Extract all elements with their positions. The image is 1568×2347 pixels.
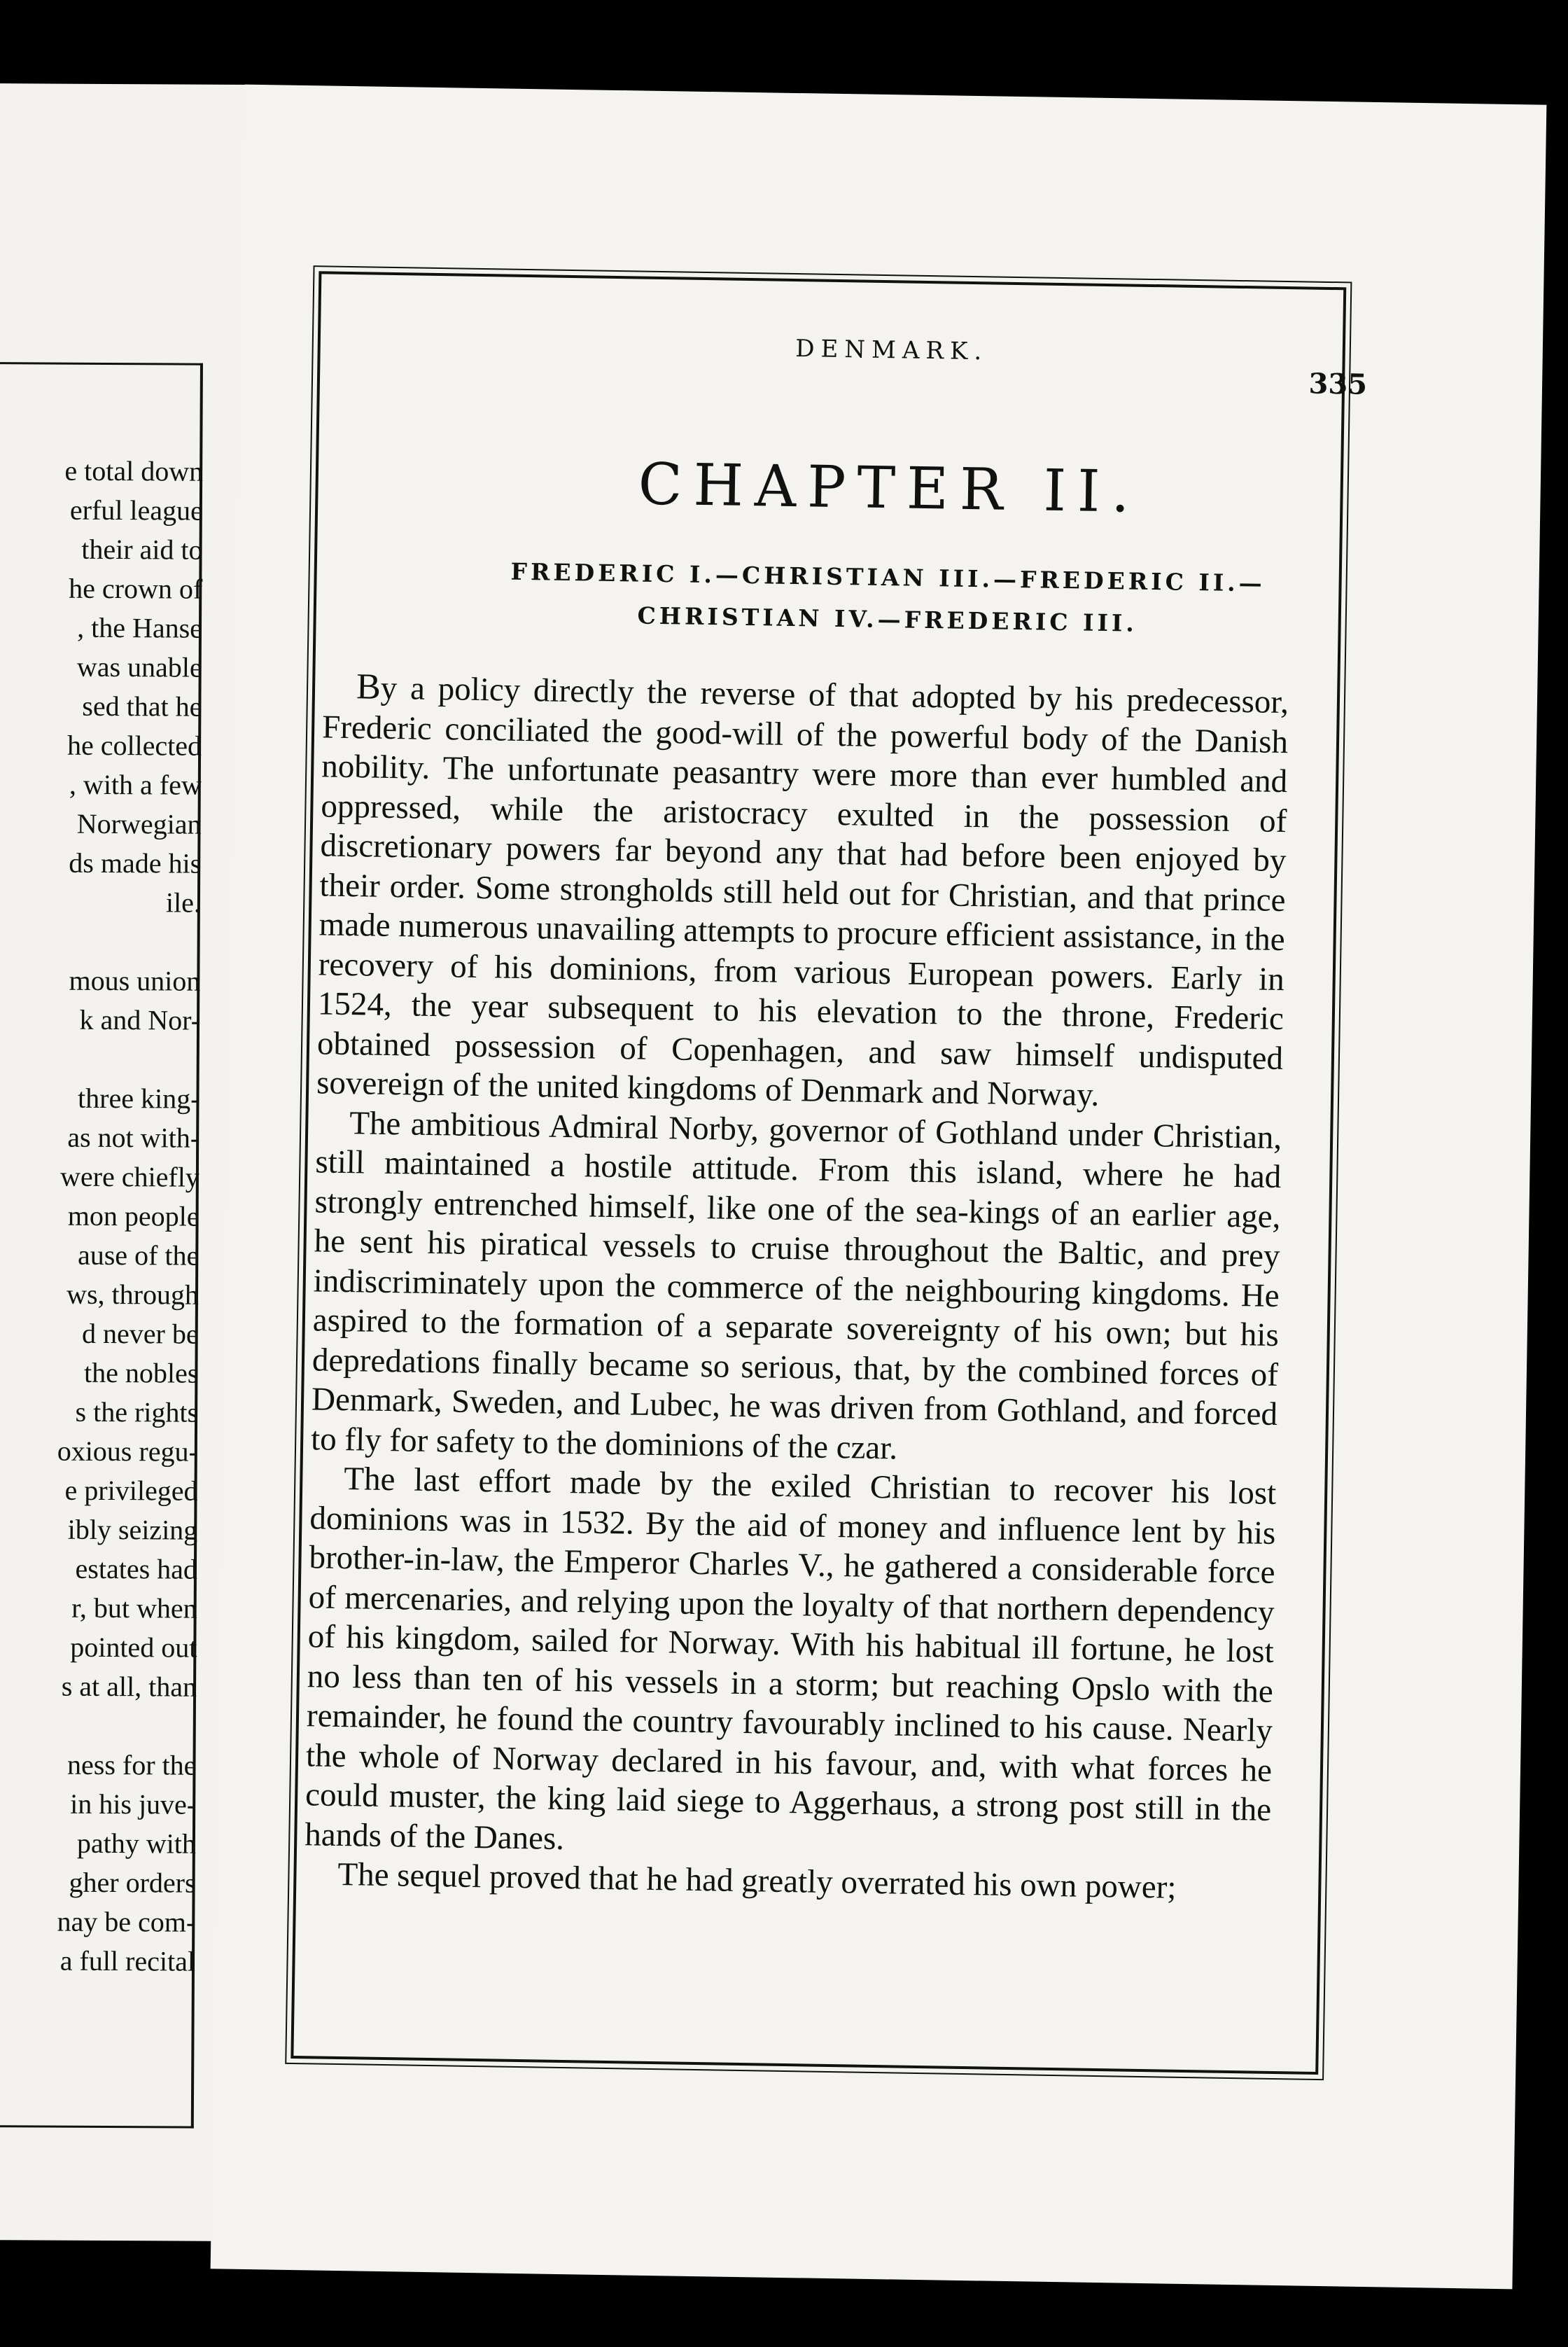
facing-page-line: three king-	[77, 1082, 200, 1115]
facing-page-line	[0, 921, 201, 962]
facing-page-line: in his juve-	[70, 1788, 197, 1820]
facing-page-line: a full recital	[59, 1944, 196, 1977]
facing-page-line: s at all, than	[61, 1670, 197, 1703]
facing-page-line: sed that he	[82, 690, 202, 723]
running-head: DENMARK.	[794, 334, 988, 366]
facing-page-line: , with a few	[69, 768, 202, 801]
facing-page-line: r, but when	[71, 1592, 197, 1624]
facing-page-line: nay be com-	[57, 1905, 196, 1938]
facing-page-line: e total down	[64, 454, 204, 487]
facing-page-line: , the Hanse	[77, 611, 203, 644]
chapter-title: CHAPTER II.	[638, 451, 1142, 526]
facing-page-line: was unable	[76, 650, 202, 683]
page-number: 335	[1308, 367, 1368, 401]
paragraph: The ambitious Admiral Norby, governor of Gothland under Christian, still maintained a hostile attitude. From this island, where he had strongly entrenched himself, like one of the sea-kings of an earlier age, he sent his piratical vessels to cruise throughout the Baltic, and prey indiscriminately upon the commerce of the neighbouring kingdoms. He aspired to the formation of a separate sovereignty of his own; but his depredations finally became so serious, that, by the combined forces of Denmark, Sweden, and Lubec, he was driven from Gothland, and forced to fly for safety to the dominions of the czar.	[310, 1104, 1282, 1466]
facing-page-line: estates had	[75, 1552, 198, 1585]
facing-page-line: ness for the	[66, 1748, 197, 1781]
facing-page-line: e privileged	[64, 1474, 198, 1507]
facing-page-line: the nobles	[83, 1356, 199, 1389]
page-335	[211, 85, 1547, 2290]
facing-page-line: gher orders	[69, 1866, 196, 1899]
facing-page-line: s the rights	[75, 1395, 199, 1428]
facing-page-line: oxious regu-	[57, 1435, 198, 1468]
paragraph: The sequel proved that he had greatly overrated his own power;	[337, 1855, 1177, 1906]
facing-page	[0, 83, 247, 2241]
facing-page-line: pathy with	[76, 1827, 197, 1860]
facing-page-line: ause of the	[77, 1239, 200, 1272]
facing-page-line: erful league	[69, 494, 203, 527]
facing-page-line: ibly seizing	[67, 1513, 198, 1546]
paragraph: The last effort made by the exiled Christian to recover his lost dominions was in 1532. By the aid of money and influence lent by his brother-in-law, the Emperor Charles V., he gathered a considerable force of mercenaries, and relying upon the loyalty of that northern dependency of his kingdom, sailed for Norway. With his habitual ill fortune, he lost no less than ten of his vessels in a storm; but reaching Opslo with the remainder, he found the country favourably inclined to his cause. Nearly the whole of Norway declared in his favour, and, with what forces he could muster, the king laid siege to Aggerhaus, a strong post still in the hands of the Danes.	[304, 1461, 1277, 1857]
facing-page-line: ws, through	[66, 1278, 200, 1311]
facing-page-line: ile.	[165, 886, 202, 919]
chapter-subtitle	[362, 548, 1413, 649]
facing-page-line: pointed out	[70, 1631, 197, 1664]
facing-page-line	[0, 1706, 197, 1746]
body-text	[304, 667, 1289, 1909]
facing-page-line: ds made his	[69, 847, 202, 879]
facing-page-line: he collected	[66, 729, 202, 762]
facing-page-line: k and Nor-	[79, 1003, 201, 1036]
facing-page-line: as not with-	[67, 1121, 200, 1154]
facing-page-line: mous union	[69, 964, 201, 997]
facing-page-line	[0, 1039, 200, 1080]
facing-page-line: mon people	[67, 1199, 200, 1232]
facing-page-text	[0, 451, 203, 1982]
facing-page-line: were chiefly	[59, 1160, 200, 1193]
facing-page-line: he crown of	[69, 572, 203, 605]
facing-page-line: d never be	[82, 1317, 199, 1350]
facing-page-line: their aid to	[81, 533, 203, 566]
facing-page-line: Norwegian	[76, 807, 202, 840]
chapter-subtitle-line-2: CHRISTIAN IV.—FREDERIC III.	[637, 601, 1138, 637]
paragraph: By a policy directly the reverse of that adopted by his predecessor, Frederic conciliated the good-will of the powerful body of the Danish nobility. The unfortunate peasantry were more than ever humbled and oppressed, while the aristocracy exulted in the possession of discretionary powers far beyond any that had before been enjoyed by their order. Some strongholds still held out for Christian, and that prince made numerous unavailing attempts to procure efficient assistance, in the recovery of his dominions, from various European powers. Early in 1524, the year subsequent to his elevation to the throne, Frederic obtained possession of Copenhagen, and saw himself undisputed sovereign of the united kingdoms of Denmark and Norway.	[316, 667, 1289, 1113]
chapter-subtitle-line-1: FREDERIC I.—CHRISTIAN III.—FREDERIC II.—	[510, 557, 1266, 597]
